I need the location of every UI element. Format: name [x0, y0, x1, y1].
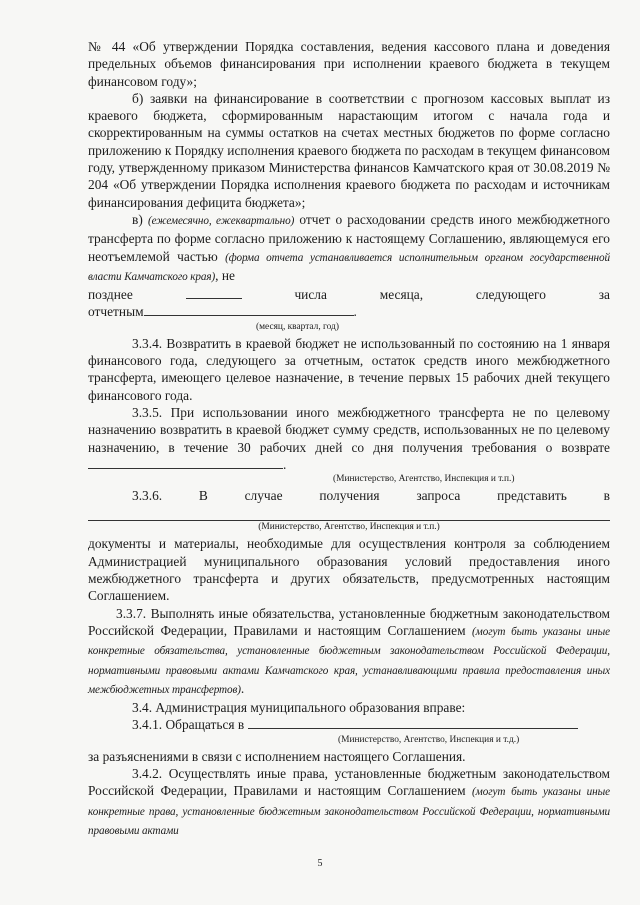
paragraph-requests: б) заявки на финансирование в соответствии с прогнозом кассовых выплат из краевого бюджета, сформированным нарастающим итогом с начала года и скорректированным на суммы остатков на счетах местных бюджетов по форме согласно приложению к Порядку исполнения краевого бюджета по расходам в текущем финансовом году, утвержденному приказом Министерства финансов Камчатского края от 30.08.2019 № 204 «Об утверждении Порядка исполнения краевого бюджета по расходам и источникам финансирования дефицита бюджета»; — [88, 90, 610, 210]
authority-blank-3 — [248, 728, 578, 729]
word-3-3-6: 3.3.6. — [132, 488, 163, 504]
paragraph-3-3-5-text: 3.3.5. При использовании иного межбюджетного трансферта не по целевому назначению возвратить в краевой бюджет сумму средств, использованных не по целевому назначению, в течение 30 рабочих дней со дня получения требования о возврате — [88, 404, 610, 455]
paragraph-order-44: № 44 «Об утверждении Порядка составления, ведения кассового плана и доведения предельных объемов финансирования при исполнении краевого бюджета в текущем финансовом году»; — [88, 39, 610, 89]
word-mesyatsa: месяца, — [379, 287, 424, 303]
paragraph-3-4: 3.4. Администрация муниципального образования вправе: — [132, 700, 466, 716]
paragraph-3-3-6-head — [88, 487, 610, 504]
authority-blank-1 — [88, 468, 283, 469]
paragraph-report — [88, 211, 610, 286]
word-pozdnee: позднее — [88, 287, 133, 303]
day-blank — [186, 298, 242, 299]
authority-caption-1: (Министерство, Агентство, Инспекция и т.п.) — [333, 474, 515, 485]
report-tail: , не — [215, 267, 235, 283]
word-sleduyushchego: следующего — [475, 287, 546, 303]
report-lead: в) — [132, 211, 143, 227]
paragraph-3-4-1-cont: за разъяснениями в связи с исполнением настоящего Соглашения. — [88, 748, 466, 764]
paragraph-3-3-7 — [88, 605, 610, 699]
word-otchetnym: отчетным — [88, 304, 144, 320]
word-sluchae: случае — [244, 488, 283, 504]
page-number: 5 — [317, 858, 323, 869]
authority-caption-3: (Министерство, Агентство, Инспекция и т.д.) — [338, 734, 520, 745]
word-predstavit: представить — [497, 488, 567, 504]
report-deadline-line — [88, 286, 610, 303]
period-blank — [144, 315, 354, 316]
paragraph-3-3-7-tail: . — [240, 680, 245, 696]
paragraph-3-3-7-text: 3.3.7. Выполнять иные обязательства, установленные бюджетным законодательством Российской Федерации, Правилами и настоящим Соглашением — [88, 605, 610, 638]
paragraph-3-3-7-note: (могут быть указаны иные конкретные обязательства, установленные бюджетным законодательством Российской Федерации, нормативными правовыми актами Камчатского края, устанавливающими правила предоставления иных межбюджетных трансфертов) — [88, 625, 610, 696]
paragraph-3-4-2 — [88, 765, 610, 840]
word-v2: в — [603, 488, 610, 504]
word-zaprosa: запроса — [416, 488, 461, 504]
paragraph-3-3-4: 3.3.4. Возвратить в краевой бюджет не использованный по состоянию на 1 января финансового года, следующего за отчетным, остаток средств иного межбюджетного трансферта, имеющего целевое назначение, в течение первых 15 рабочих дней текущего финансового года. — [88, 335, 610, 403]
paragraph-3-4-1-text: 3.4.1. Обращаться в — [132, 717, 245, 733]
word-v: В — [198, 488, 208, 504]
report-period-line: отчетным . — [88, 304, 357, 320]
period-caption: (месяц, квартал, год) — [256, 321, 339, 332]
paragraph-3-4-2-note: (могут быть указаны иные конкретные права, установленные бюджетным законодательством Российской Федерации, нормативными правовыми актами — [88, 786, 610, 837]
paragraph-3-3-6-text: документы и материалы, необходимые для осуществления контроля за соблюдением Администрацией муниципального образования условий предоставления иного межбюджетного трансферта и других обязательств, предусмотренных настоящим Соглашением. — [88, 536, 610, 604]
paragraph-3-4-1 — [88, 716, 610, 733]
word-za: за — [598, 287, 610, 303]
authority-caption-2: (Министерство, Агентство, Инспекция и т.п.) — [258, 522, 440, 533]
authority-blank-2 — [88, 508, 610, 521]
word-chisla: числа — [294, 287, 327, 303]
paragraph-3-3-5: 3.3.5. При использовании иного межбюджетного трансферта не по целевому назначению возвратить в краевой бюджет сумму средств, использованных не по целевому назначению, в течение 30 рабочих дней со дня получения требования о возврате . — [88, 404, 610, 472]
report-form-note: (форма отчета устанавливается исполнительным органом государственной власти Камчатского края) — [88, 251, 610, 283]
report-text: отчет о расходовании средств иного межбюджетного трансферта по форме согласно приложению к настоящему Соглашению, являющемуся его неотъемлемой частью — [88, 211, 610, 264]
paragraph-3-4-2-text: 3.4.2. Осуществлять иные права, установленные бюджетным законодательством Российской Федерации, Правилами и настоящим Соглашением — [88, 765, 610, 799]
report-period-note: (ежемесячно, ежеквартально) — [147, 214, 295, 227]
word-polucheniya: получения — [319, 488, 380, 504]
